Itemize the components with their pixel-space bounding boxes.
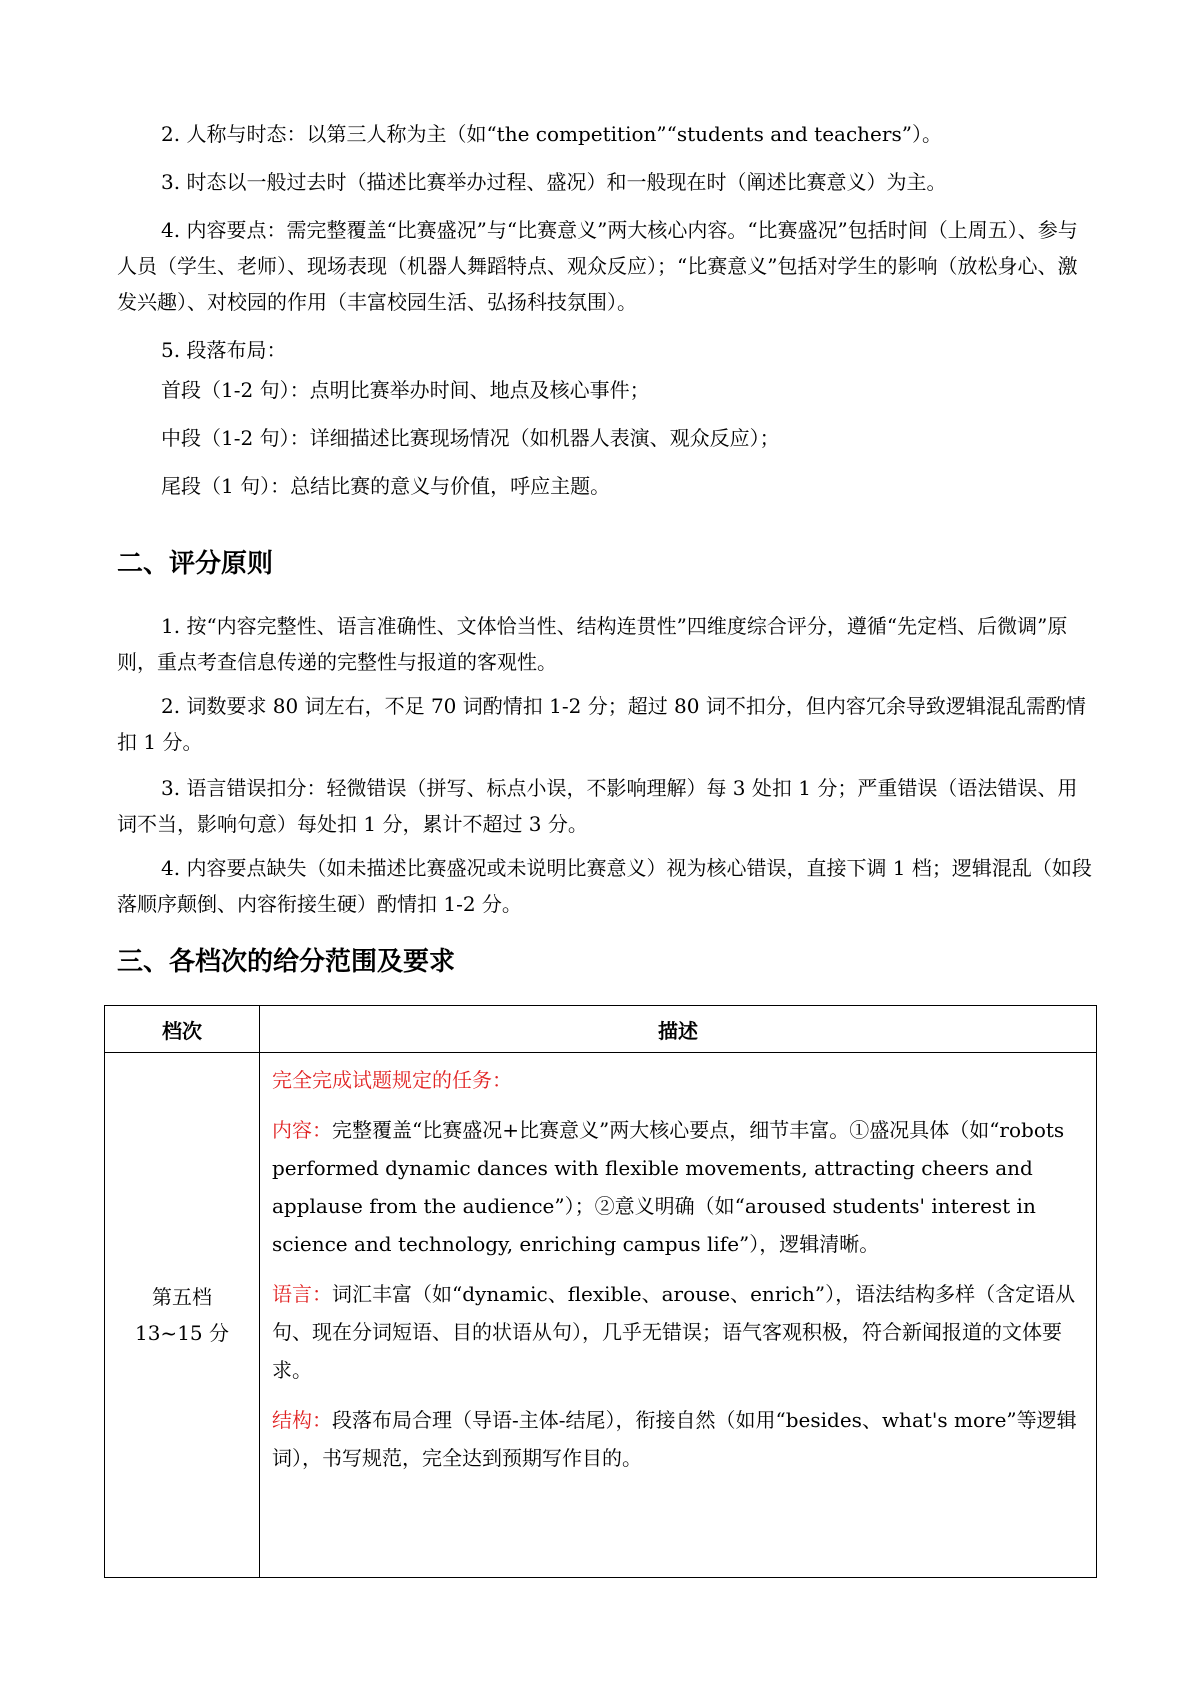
task-summary: 完全完成试题规定的任务： [272,1068,512,1092]
level-name: 第五档 [152,1285,212,1309]
requirement-3: 3. 时态以一般过去时（描述比赛举办过程、盛况）和一般现在时（阐述比赛意义）为主。 [161,170,947,194]
grade-table [104,1005,1097,1578]
layout-line-opening: 首段（1-2 句）：点明比赛举办时间、地点及核心事件； [161,378,650,402]
structure-text: 段落布局合理（导语-主体-结尾），衔接自然（如用“besides、what's more”等逻辑词），书写规范，完全达到预期写作目的。 [272,1408,1077,1470]
level-range: 13~15 分 [134,1321,229,1345]
table-row [105,1053,1097,1578]
layout-line-ending: 尾段（1 句）：总结比赛的意义与价值，呼应主题。 [161,474,611,498]
language-label: 语言： [272,1282,332,1306]
language-criteria [272,1275,1086,1389]
layout-line-middle: 中段（1-2 句）：详细描述比赛现场情况（如机器人表演、观众反应）； [161,426,780,450]
structure-criteria [272,1401,1086,1477]
requirement-4: 4. 内容要点：需完整覆盖“比赛盛况”与“比赛意义”两大核心内容。“比赛盛况”包括时间（上周五）、参与人员（学生、老师）、现场表现（机器人舞蹈特点、观众反应）；“比赛意义”包括对学生的影响（放松身心、激发兴趣）、对校园的作用（丰富校园生活、弘扬科技氛围）。 [117,218,1078,314]
header-level: 档次 [105,1006,260,1053]
content-criteria [272,1111,1086,1263]
grade-table-header-row [105,1006,1097,1053]
principle-1: 1. 按“内容完整性、语言准确性、文体恰当性、结构连贯性”四维度综合评分，遵循“先定档、后微调”原则，重点考查信息传递的完整性与报道的客观性。 [117,614,1068,674]
requirement-2: 2. 人称与时态：以第三人称为主（如“the competition”“students and teachers”）。 [161,122,942,146]
description-cell [260,1053,1097,1578]
content-text: 完整覆盖“比赛盛况+比赛意义”两大核心要点，细节丰富。①盛况具体（如“robots performed dynamic dances with flexible movements, attracting cheers and applause from the audience”）；②意义明确（如“aroused students' interest in science and technology, enriching campus life”），逻辑清晰。 [272,1118,1065,1256]
header-description: 描述 [260,1006,1097,1053]
level-cell [105,1053,260,1578]
principle-3: 3. 语言错误扣分：轻微错误（拼写、标点小误，不影响理解）每 3 处扣 1 分；严重错误（语法错误、用词不当，影响句意）每处扣 1 分，累计不超过 3 分。 [117,776,1078,836]
principle-4: 4. 内容要点缺失（如未描述比赛盛况或未说明比赛意义）视为核心错误，直接下调 1 档；逻辑混乱（如段落顺序颠倒、内容衔接生硬）酌情扣 1-2 分。 [117,856,1092,916]
section-heading-grade-ranges: 三、各档次的给分范围及要求 [117,947,456,977]
principle-2: 2. 词数要求 80 词左右，不足 70 词酌情扣 1-2 分；超过 80 词不扣分，但内容冗余导致逻辑混乱需酌情扣 1 分。 [117,694,1086,754]
language-text: 词汇丰富（如“dynamic、flexible、arouse、enrich”），语法结构多样（含定语从句、现在分词短语、目的状语从句），几乎无错误；语气客观积极，符合新闻报道的文体要求。 [272,1282,1076,1382]
requirement-5: 5. 段落布局： [161,338,287,362]
structure-label: 结构： [272,1408,332,1432]
content-label: 内容： [272,1118,332,1142]
section-heading-scoring-principles: 二、评分原则 [117,549,274,579]
